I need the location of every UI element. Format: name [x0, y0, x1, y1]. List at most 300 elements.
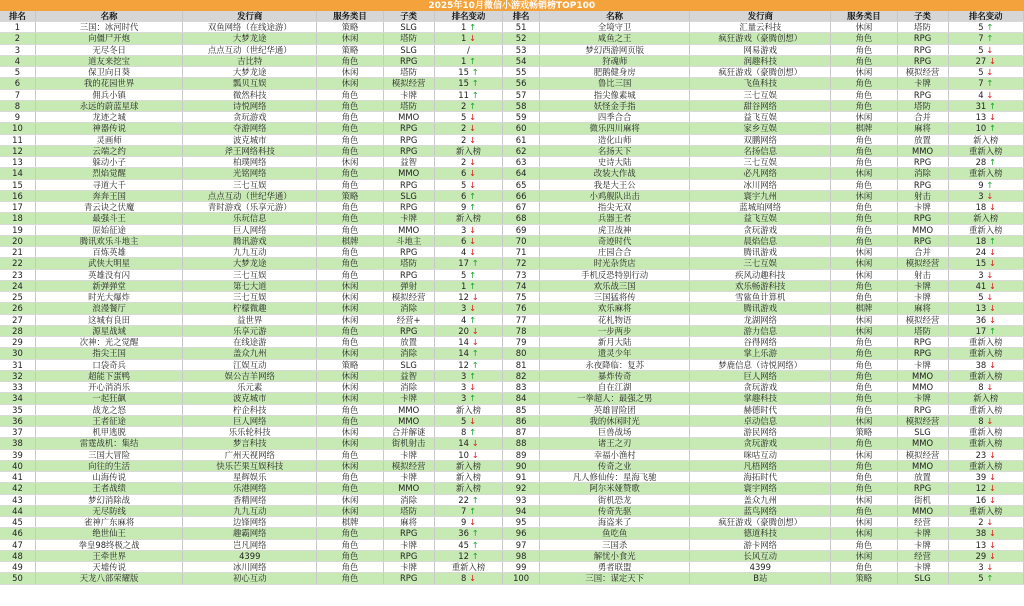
publisher-cell: 九九互动	[183, 247, 317, 258]
game-name-cell: 机甲逃脱	[35, 427, 182, 438]
arrow-up-icon: ↑	[471, 67, 479, 78]
publisher-cell: 冰川网络	[690, 179, 831, 190]
subclass-cell: RPG	[383, 550, 434, 561]
game-name-cell: 凡人修仙传：星海飞驰	[539, 472, 690, 483]
category-cell: 角色	[831, 539, 897, 550]
rank-cell: 97	[503, 539, 540, 550]
arrow-down-icon: ↓	[986, 292, 994, 303]
arrow-down-icon: ↓	[468, 382, 476, 393]
game-name-cell: 奔奔王国	[35, 190, 182, 201]
rank-change-cell	[948, 224, 1023, 235]
category-cell: 休闲	[831, 528, 897, 539]
publisher-cell: 腾讯游戏	[183, 235, 317, 246]
category-cell: 休闲	[831, 517, 897, 528]
arrow-down-icon: ↓	[988, 359, 996, 370]
game-name-cell: 新弹弹堂	[35, 280, 182, 291]
rank-change-value: 13	[975, 303, 987, 314]
rank-change-cell	[434, 314, 503, 325]
publisher-cell: B站	[690, 573, 831, 584]
arrow-up-icon: ↑	[988, 325, 996, 336]
game-name-cell: 欢乐麻将	[539, 303, 690, 314]
game-name-cell: 腾讯欢乐斗地主	[35, 235, 182, 246]
subclass-cell: 卡牌	[897, 393, 948, 404]
rank-cell: 19	[0, 224, 35, 235]
subclass-cell: SLG	[383, 359, 434, 370]
subclass-cell: 模拟经营	[383, 78, 434, 89]
rank-change-cell	[948, 157, 1023, 168]
table-row	[0, 33, 1024, 44]
table-row	[0, 550, 1024, 561]
rank-change-cell	[434, 359, 503, 370]
table-row	[0, 269, 1024, 280]
category-cell: 角色	[317, 134, 383, 145]
game-name-cell: 妖怪金手指	[539, 100, 690, 111]
rank-change-cell	[434, 78, 503, 89]
rank-change-cell	[948, 89, 1023, 100]
rank-cell: 79	[503, 337, 540, 348]
category-cell: 角色	[317, 179, 383, 190]
subclass-cell: 卡牌	[383, 449, 434, 460]
category-cell: 角色	[831, 404, 897, 415]
rank-change-cell	[434, 67, 503, 78]
game-name-cell: 寻道大千	[35, 179, 182, 190]
arrow-down-icon: ↓	[468, 179, 476, 190]
category-cell: 休闲	[831, 494, 897, 505]
rank-change-value: 36	[458, 528, 469, 539]
subclass-cell: RPG	[383, 202, 434, 213]
rank-cell: 66	[503, 190, 540, 201]
subclass-cell: RPG	[383, 145, 434, 156]
publisher-cell: 大梦龙途	[183, 258, 317, 269]
arrow-down-icon: ↓	[986, 67, 994, 78]
publisher-cell: 梦鹿信息（诗悦网络）	[690, 359, 831, 370]
rank-cell: 42	[0, 483, 35, 494]
subclass-cell: 卡牌	[383, 89, 434, 100]
rank-change-value: 重新入榜	[969, 404, 1003, 415]
game-name-cell: 拳皇98终极之战	[35, 539, 182, 550]
arrow-up-icon: ↑	[468, 55, 476, 66]
rank-change-value: 2	[460, 134, 467, 145]
category-cell: 休闲	[831, 415, 897, 426]
game-name-cell: 天龙八部荣耀版	[35, 573, 182, 584]
table-row	[0, 292, 1024, 303]
game-name-cell: 咸鱼之王	[539, 33, 690, 44]
game-name-cell: 时光大爆炸	[35, 292, 182, 303]
table-row	[0, 44, 1024, 55]
rank-cell: 11	[0, 134, 35, 145]
game-name-cell: 名扬天下	[539, 145, 690, 156]
rank-cell: 98	[503, 550, 540, 561]
subclass-cell: 模拟经营	[897, 314, 948, 325]
table-row	[0, 539, 1024, 550]
publisher-cell: 卓动信息	[690, 415, 831, 426]
category-cell: 角色	[317, 269, 383, 280]
rank-change-value: 5	[460, 179, 467, 190]
rank-cell: 65	[503, 179, 540, 190]
subclass-cell: 卡牌	[897, 202, 948, 213]
subclass-cell: 塔防	[383, 33, 434, 44]
rank-change-value: 重新入榜	[969, 168, 1003, 179]
rank-change-value: 新入榜	[455, 460, 482, 471]
rank-change-cell	[434, 235, 503, 246]
category-cell: 角色	[831, 157, 897, 168]
game-name-cell: 向往的生活	[35, 460, 182, 471]
game-name-cell: 兵器王者	[539, 213, 690, 224]
category-cell: 休闲	[831, 112, 897, 123]
subclass-cell: 卡牌	[897, 78, 948, 89]
category-cell: 角色	[831, 134, 897, 145]
publisher-cell: 德道科技	[690, 528, 831, 539]
subclass-cell: RPG	[383, 134, 434, 145]
game-name-cell: 王者征途	[35, 415, 182, 426]
category-cell: 角色	[317, 247, 383, 258]
subclass-cell: 麻将	[897, 123, 948, 134]
rank-change-value: 8	[460, 573, 467, 584]
publisher-cell: 初心互动	[183, 573, 317, 584]
rank-cell: 43	[0, 494, 35, 505]
rank-cell: 13	[0, 157, 35, 168]
game-name-cell: 我的休闲时光	[539, 415, 690, 426]
category-cell: 角色	[831, 89, 897, 100]
rank-change-cell	[948, 33, 1023, 44]
arrow-up-icon: ↑	[986, 33, 994, 44]
category-cell: 角色	[317, 202, 383, 213]
category-cell: 策略	[317, 190, 383, 201]
table-row	[0, 258, 1024, 269]
category-cell: 角色	[831, 348, 897, 359]
rank-change-value: 29	[975, 550, 987, 561]
rank-cell: 68	[503, 213, 540, 224]
subclass-cell: 放置	[897, 134, 948, 145]
rank-cell: 88	[503, 438, 540, 449]
rank-change-cell	[434, 449, 503, 460]
game-name-cell: 烈焰觉醒	[35, 168, 182, 179]
table-row	[0, 224, 1024, 235]
rank-cell: 28	[0, 325, 35, 336]
publisher-cell: 汇量云科技	[690, 22, 831, 33]
rank-change-value: 12	[975, 483, 987, 494]
header-subclass: 子类	[897, 11, 948, 22]
table-row	[0, 22, 1024, 33]
arrow-down-icon: ↓	[988, 55, 996, 66]
arrow-down-icon: ↓	[988, 247, 996, 258]
rank-cell: 17	[0, 202, 35, 213]
rank-change-value: /	[467, 44, 470, 55]
subclass-cell: RPG	[897, 483, 948, 494]
category-cell: 休闲	[831, 325, 897, 336]
arrow-up-icon: ↑	[471, 494, 479, 505]
rank-change-cell	[948, 337, 1023, 348]
arrow-up-icon: ↑	[468, 269, 476, 280]
category-cell: 休闲	[317, 494, 383, 505]
game-name-cell: 躲动小子	[35, 157, 182, 168]
arrow-up-icon: ↑	[986, 78, 994, 89]
arrow-down-icon: ↓	[988, 202, 996, 213]
rank-change-cell	[948, 415, 1023, 426]
publisher-cell: 斧王网络科技	[183, 145, 317, 156]
header-publisher: 发行商	[183, 11, 317, 22]
rank-change-cell	[434, 415, 503, 426]
rank-cell: 32	[0, 370, 35, 381]
game-name-cell: 最强斗王	[35, 213, 182, 224]
rank-cell: 14	[0, 168, 35, 179]
rank-change-value: 27	[975, 55, 987, 66]
subclass-cell: 模拟经营	[897, 449, 948, 460]
subclass-cell: 益智	[383, 370, 434, 381]
publisher-cell: 欢乐畅游科技	[690, 280, 831, 291]
category-cell: 角色	[831, 393, 897, 404]
rank-cell: 85	[503, 404, 540, 415]
subclass-cell: 模拟经营	[383, 460, 434, 471]
arrow-up-icon: ↑	[471, 258, 479, 269]
game-name-cell: 阿尔米娅赞歌	[539, 483, 690, 494]
rank-change-value: 重新入榜	[969, 224, 1003, 235]
arrow-up-icon: ↑	[988, 157, 996, 168]
game-name-cell: 天墟传说	[35, 562, 182, 573]
rank-change-cell	[434, 44, 503, 55]
publisher-cell: 凡梧网络	[690, 460, 831, 471]
header-name: 名称	[35, 11, 182, 22]
subclass-cell: MMO	[897, 145, 948, 156]
arrow-down-icon: ↓	[986, 517, 994, 528]
rank-change-value: 24	[975, 247, 987, 258]
rank-change-cell	[948, 55, 1023, 66]
rank-change-cell	[434, 393, 503, 404]
game-name-cell: 三国：冰河时代	[35, 22, 182, 33]
rank-change-cell	[434, 213, 503, 224]
subclass-cell: RPG	[897, 33, 948, 44]
game-name-cell: 街机恐龙	[539, 494, 690, 505]
publisher-cell: 柏璞网络	[183, 157, 317, 168]
arrow-down-icon: ↓	[986, 269, 994, 280]
title-row	[0, 0, 1024, 11]
rank-change-cell	[948, 472, 1023, 483]
publisher-cell: 家乡互娱	[690, 123, 831, 134]
rank-cell: 49	[0, 562, 35, 573]
subclass-cell: SLG	[383, 22, 434, 33]
arrow-down-icon: ↓	[988, 303, 996, 314]
header-rank: 排名	[503, 11, 540, 22]
arrow-up-icon: ↑	[468, 100, 476, 111]
table-row	[0, 179, 1024, 190]
category-cell: 角色	[831, 213, 897, 224]
rank-cell: 81	[503, 359, 540, 370]
game-name-cell: 雷霆战机：集结	[35, 438, 182, 449]
rank-cell: 35	[0, 404, 35, 415]
rank-change-cell	[948, 348, 1023, 359]
table-row	[0, 337, 1024, 348]
arrow-up-icon: ↑	[471, 550, 479, 561]
rank-change-value: 5	[978, 67, 984, 78]
subclass-cell: 麻将	[383, 517, 434, 528]
category-cell: 角色	[317, 550, 383, 561]
publisher-cell: 掌上乐游	[690, 348, 831, 359]
rank-change-value: 17	[458, 258, 469, 269]
arrow-up-icon: ↑	[468, 427, 476, 438]
publisher-cell: 疯狂游戏（豪腾创想）	[690, 33, 831, 44]
publisher-cell: 甜谷网络	[690, 100, 831, 111]
publisher-cell: 网易游戏	[690, 44, 831, 55]
rank-cell: 10	[0, 123, 35, 134]
publisher-cell: 趣霸网络	[183, 528, 317, 539]
subclass-cell: MMO	[383, 415, 434, 426]
rank-change-cell	[948, 460, 1023, 471]
publisher-cell: 寰宇网络	[690, 483, 831, 494]
game-name-cell: 改装大作战	[539, 168, 690, 179]
category-cell: 休闲	[831, 22, 897, 33]
rank-cell: 40	[0, 460, 35, 471]
game-name-cell: 时光杂货店	[539, 258, 690, 269]
rank-change-cell	[948, 179, 1023, 190]
publisher-cell: 三七互娱	[690, 89, 831, 100]
publisher-cell: 蓝鸟网络	[690, 505, 831, 516]
rank-change-value: 41	[975, 280, 987, 291]
header-row	[0, 11, 1024, 22]
rank-cell: 44	[0, 505, 35, 516]
rank-change-value: 重新入榜	[969, 337, 1003, 348]
rank-change-value: 3	[978, 269, 984, 280]
rank-change-value: 新入榜	[455, 145, 482, 156]
rank-change-cell	[948, 562, 1023, 573]
category-cell: 角色	[317, 168, 383, 179]
game-name-cell: 花札物语	[539, 314, 690, 325]
game-name-cell: 史诗大陆	[539, 157, 690, 168]
subclass-cell: MMO	[383, 483, 434, 494]
subclass-cell: 卡牌	[383, 472, 434, 483]
subclass-cell: 塔防	[383, 100, 434, 111]
publisher-cell: 柠檬微趣	[183, 303, 317, 314]
game-name-cell: 无尽冬日	[35, 44, 182, 55]
table-row	[0, 314, 1024, 325]
arrow-down-icon: ↓	[988, 449, 996, 460]
category-cell: 角色	[317, 89, 383, 100]
category-cell: 策略	[317, 359, 383, 370]
rank-change-cell	[948, 359, 1023, 370]
rank-cell: 51	[503, 22, 540, 33]
subclass-cell: 卡牌	[383, 539, 434, 550]
game-name-cell: 英雄冒险团	[539, 404, 690, 415]
category-cell: 角色	[831, 78, 897, 89]
rank-change-cell	[434, 280, 503, 291]
category-cell: 休闲	[831, 190, 897, 201]
rank-cell: 94	[503, 505, 540, 516]
game-name-cell: 虎卫战神	[539, 224, 690, 235]
arrow-down-icon: ↓	[988, 528, 996, 539]
rank-change-value: 新入榜	[455, 472, 482, 483]
publisher-cell: 4399	[183, 550, 317, 561]
rank-change-value: 5	[460, 269, 467, 280]
subclass-cell: 射击	[897, 190, 948, 201]
rank-change-cell	[434, 348, 503, 359]
game-name-cell: 三国：谋定天下	[539, 573, 690, 584]
arrow-down-icon: ↓	[471, 292, 479, 303]
rank-change-value: 10	[975, 123, 987, 134]
category-cell: 休闲	[831, 258, 897, 269]
rank-cell: 50	[0, 573, 35, 584]
table-row	[0, 303, 1024, 314]
rank-change-value: 23	[975, 449, 987, 460]
rank-change-cell	[948, 269, 1023, 280]
game-name-cell: 我的花园世界	[35, 78, 182, 89]
rank-change-cell	[434, 483, 503, 494]
arrow-down-icon: ↓	[986, 44, 994, 55]
game-name-cell: 造化山师	[539, 134, 690, 145]
rank-change-cell	[948, 247, 1023, 258]
publisher-cell: 双鹏网络	[690, 134, 831, 145]
publisher-cell: 波克城市	[183, 134, 317, 145]
rank-change-value: 9	[460, 517, 467, 528]
game-name-cell: 自在江湖	[539, 382, 690, 393]
publisher-cell: 贪玩游戏	[690, 438, 831, 449]
rank-cell: 23	[0, 269, 35, 280]
rank-cell: 96	[503, 528, 540, 539]
rank-change-cell	[434, 472, 503, 483]
rank-change-cell	[948, 494, 1023, 505]
table-row	[0, 393, 1024, 404]
publisher-cell: 大梦龙途	[183, 33, 317, 44]
game-name-cell: 无尽防线	[35, 505, 182, 516]
publisher-cell: 谷得网络	[690, 337, 831, 348]
rank-change-value: 13	[975, 112, 987, 123]
rank-change-value: 5	[978, 573, 984, 584]
rank-cell: 9	[0, 112, 35, 123]
rank-cell: 67	[503, 202, 540, 213]
rank-change-cell	[948, 145, 1023, 156]
category-cell: 角色	[317, 573, 383, 584]
game-name-cell: 神器传说	[35, 123, 182, 134]
subclass-cell: 塔防	[897, 325, 948, 336]
table-row	[0, 123, 1024, 134]
rank-change-cell	[434, 460, 503, 471]
publisher-cell: 贪玩游戏	[183, 112, 317, 123]
rank-cell: 71	[503, 247, 540, 258]
rank-change-cell	[948, 22, 1023, 33]
game-name-cell: 欢乐战三国	[539, 280, 690, 291]
rank-cell: 8	[0, 100, 35, 111]
category-cell: 角色	[317, 213, 383, 224]
rank-change-cell	[434, 224, 503, 235]
publisher-cell: 海拓时代	[690, 472, 831, 483]
arrow-down-icon: ↓	[986, 382, 994, 393]
publisher-cell: 飞鱼科技	[690, 78, 831, 89]
game-name-cell: 指尖像素城	[539, 89, 690, 100]
game-name-cell: 我是大王公	[539, 179, 690, 190]
rank-change-value: 14	[458, 438, 469, 449]
game-name-cell: 全境守卫	[539, 22, 690, 33]
subclass-cell: 塔防	[897, 22, 948, 33]
game-name-cell: 手机反恐特别行动	[539, 269, 690, 280]
rank-cell: 18	[0, 213, 35, 224]
publisher-cell: 腾讯游戏	[690, 303, 831, 314]
category-cell: 角色	[317, 258, 383, 269]
arrow-down-icon: ↓	[468, 517, 476, 528]
rank-change-cell	[948, 112, 1023, 123]
rank-change-cell	[434, 528, 503, 539]
rank-change-value: 8	[978, 415, 984, 426]
table-row	[0, 100, 1024, 111]
subclass-cell: 塔防	[383, 258, 434, 269]
publisher-cell: 寰宇九州	[690, 190, 831, 201]
rank-cell: 47	[0, 539, 35, 550]
arrow-down-icon: ↓	[988, 483, 996, 494]
subclass-cell: RPG	[897, 348, 948, 359]
rank-change-cell	[948, 134, 1023, 145]
rank-change-value: 6	[460, 168, 467, 179]
publisher-cell: 诗悦网络	[183, 100, 317, 111]
rank-change-value: 7	[460, 505, 467, 516]
table-row	[0, 280, 1024, 291]
rank-change-value: 18	[975, 235, 987, 246]
